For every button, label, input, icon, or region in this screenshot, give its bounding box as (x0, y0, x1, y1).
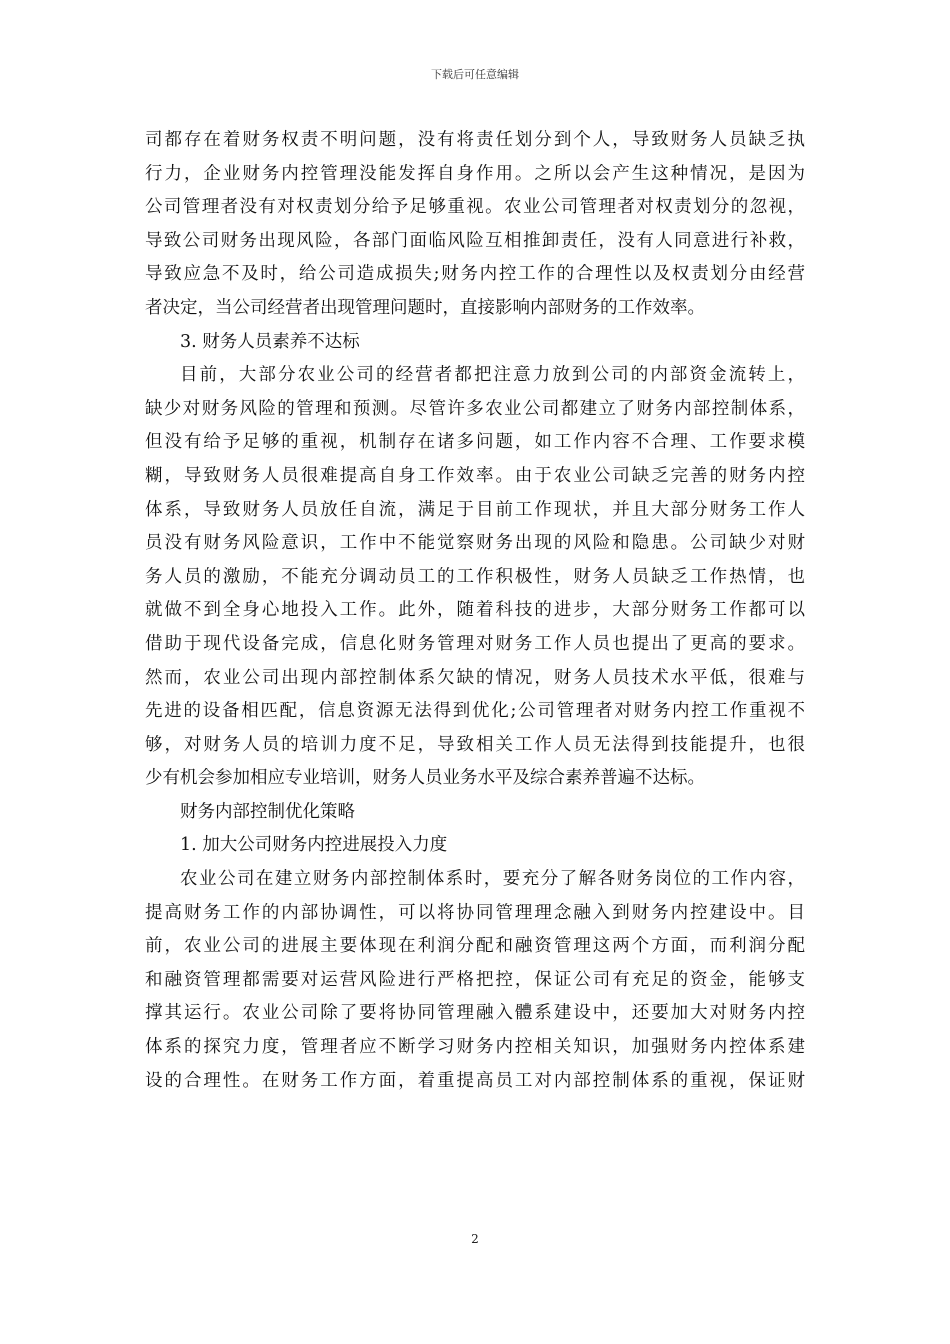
text-line: 农业公司在建立财务内部控制体系时，要充分了解各财务岗位的工作内容， (180, 869, 805, 890)
section-heading: 3. 财务人员素养不达标 (180, 331, 360, 352)
text-line: 体系，导致财务人员放任自流，满足于目前工作现状，并且大部分财务工作人 (145, 499, 805, 520)
document-body (145, 124, 805, 1098)
text-line: 者决定，当公司经营者出现管理问题时，直接影响内部财务的工作效率。 (145, 297, 705, 318)
text-line: 缺少对财务风险的管理和预测。尽管许多农业公司都建立了财务内部控制体系， (145, 398, 805, 419)
text-line: 先进的设备相匹配，信息资源无法得到优化;公司管理者对财务内控工作重视不 (145, 701, 805, 722)
text-line: 少有机会参加相应专业培训，财务人员业务水平及综合素养普遍不达标。 (145, 768, 705, 789)
text-line: 和融资管理都需要对运营风险进行严格把控，保证公司有充足的资金，能够支 (145, 969, 805, 990)
text-line: 够，对财务人员的培训力度不足，导致相关工作人员无法得到技能提升，也很 (145, 734, 805, 755)
text-line: 前，农业公司的进展主要体现在利润分配和融资管理这两个方面，而利润分配 (145, 936, 805, 957)
text-line: 行力，企业财务内控管理没能发挥自身作用。之所以会产生这种情况，是因为 (145, 163, 805, 184)
subsection-heading: 1. 加大公司财务内控进展投入力度 (180, 835, 448, 856)
text-line: 糊，导致财务人员很难提高自身工作效率。由于农业公司缺乏完善的财务内控 (145, 465, 805, 486)
text-line: 借助于现代设备完成，信息化财务管理对财务工作人员也提出了更高的要求。 (145, 633, 805, 654)
text-line: 提高财务工作的内部协调性，可以将协同管理理念融入到财务内控建设中。目 (145, 902, 805, 923)
text-line: 务人员的激励，不能充分调动员工的工作积极性，财务人员缺乏工作热情，也 (145, 566, 805, 587)
text-line: 然而，农业公司出现内部控制体系欠缺的情况，财务人员技术水平低，很难与 (145, 667, 805, 688)
page-number: 2 (471, 1232, 479, 1246)
text-line: 撑其运行。农业公司除了要将协同管理融入體系建设中，还要加大对财务内控 (145, 1003, 805, 1024)
text-line: 公司管理者没有对权责划分给予足够重视。农业公司管理者对权责划分的忽视， (145, 197, 805, 218)
text-line: 导致应急不及时，给公司造成损失;财务内控工作的合理性以及权责划分由经营 (145, 264, 805, 285)
text-line: 但没有给予足够的重视，机制存在诸多问题，如工作内容不合理、工作要求模 (145, 432, 805, 453)
page-header: 下载后可任意编辑 (431, 68, 519, 81)
section-heading: 财务内部控制优化策略 (180, 801, 355, 822)
text-line: 目前，大部分农业公司的经营者都把注意力放到公司的内部资金流转上， (180, 365, 805, 386)
text-line: 体系的探究力度，管理者应不断学习财务内控相关知识，加强财务内控体系建 (145, 1037, 805, 1058)
text-line: 就做不到全身心地投入工作。此外，随着科技的进步，大部分财务工作都可以 (145, 600, 805, 621)
text-line: 设的合理性。在财务工作方面，着重提高员工对内部控制体系的重视，保证财 (145, 1070, 805, 1091)
text-line: 导致公司财务出现风险，各部门面临风险互相推卸责任，没有人同意进行补救， (145, 230, 805, 251)
text-line: 员没有财务风险意识，工作中不能觉察财务出现的风险和隐患。公司缺少对财 (145, 533, 805, 554)
text-line: 司都存在着财务权责不明问题，没有将责任划分到个人，导致财务人员缺乏执 (145, 130, 805, 150)
